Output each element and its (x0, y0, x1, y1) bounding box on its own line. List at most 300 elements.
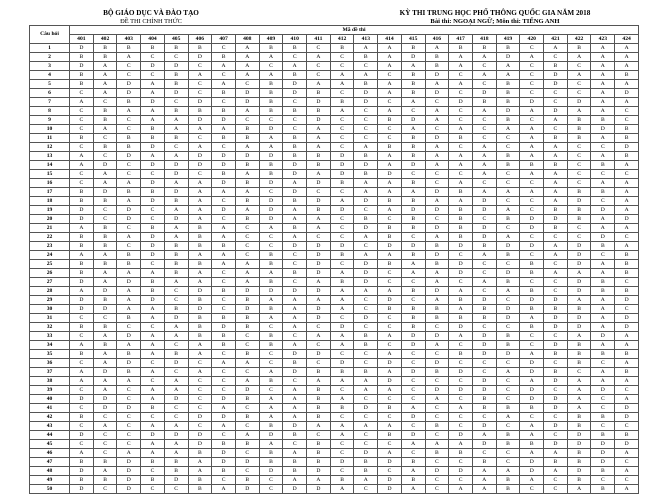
answer-cell: B (188, 242, 212, 251)
answer-cell: A (425, 107, 449, 116)
answer-cell: C (472, 413, 496, 422)
answer-cell: A (117, 296, 141, 305)
answer-cell: A (449, 332, 473, 341)
answer-cell: D (615, 314, 639, 323)
answer-cell: C (188, 80, 212, 89)
answer-cell: D (520, 359, 544, 368)
answer-cell: D (615, 413, 639, 422)
answer-cell: B (70, 476, 94, 485)
answer-cell: B (567, 341, 591, 350)
question-number: 24 (30, 251, 70, 260)
question-number: 11 (30, 134, 70, 143)
answer-cell: C (188, 359, 212, 368)
answer-cell: A (330, 287, 354, 296)
answer-cell: B (283, 44, 307, 53)
answer-cell: B (496, 161, 520, 170)
answer-cell: D (425, 332, 449, 341)
answer-cell: D (615, 404, 639, 413)
exam-code-header: 406 (188, 35, 212, 44)
question-number: 6 (30, 89, 70, 98)
answer-cell: A (70, 224, 94, 233)
answer-cell: A (544, 170, 568, 179)
answer-cell: A (354, 476, 378, 485)
answer-cell: C (449, 422, 473, 431)
answer-cell: C (141, 170, 165, 179)
answer-cell: A (188, 179, 212, 188)
answer-cell: C (567, 179, 591, 188)
answer-cell: A (283, 62, 307, 71)
answer-cell: D (259, 125, 283, 134)
answer-cell: C (544, 53, 568, 62)
answer-cell: A (591, 89, 615, 98)
answer-cell: A (425, 278, 449, 287)
answer-cell: A (141, 305, 165, 314)
answer-cell: A (164, 386, 188, 395)
answer-cell: B (544, 350, 568, 359)
answer-cell: B (449, 206, 473, 215)
answer-cell: C (164, 98, 188, 107)
answer-cell: B (496, 80, 520, 89)
answer-cell: A (615, 449, 639, 458)
answer-cell: B (70, 71, 94, 80)
answer-cell: D (188, 152, 212, 161)
answer-cell: A (425, 80, 449, 89)
answer-cell: C (235, 116, 259, 125)
answer-cell: A (212, 485, 236, 494)
answer-cell: B (496, 215, 520, 224)
answer-cell: C (93, 314, 117, 323)
answer-cell: A (141, 368, 165, 377)
answer-cell: B (259, 458, 283, 467)
answer-cell: A (93, 422, 117, 431)
table-row (30, 152, 639, 161)
answer-cell: D (330, 458, 354, 467)
answer-cell: C (354, 305, 378, 314)
answer-cell: B (401, 89, 425, 98)
answer-cell: B (283, 269, 307, 278)
answer-cell: D (544, 341, 568, 350)
answer-cell: B (496, 476, 520, 485)
answer-cell: C (117, 62, 141, 71)
answer-cell: B (591, 116, 615, 125)
answer-cell: D (141, 431, 165, 440)
answer-cell: B (164, 269, 188, 278)
exam-code-header: 413 (354, 35, 378, 44)
answer-cell: C (235, 242, 259, 251)
answer-cell: C (449, 251, 473, 260)
answer-cell: A (141, 341, 165, 350)
answer-cell: C (354, 440, 378, 449)
answer-cell: A (544, 467, 568, 476)
answer-cell: B (70, 80, 94, 89)
answer-cell: A (70, 161, 94, 170)
answer-cell: C (544, 260, 568, 269)
answer-cell: C (591, 197, 615, 206)
answer-cell: A (307, 377, 331, 386)
answer-cell: D (330, 206, 354, 215)
answer-cell: A (354, 251, 378, 260)
answer-cell: D (425, 224, 449, 233)
answer-cell: C (117, 161, 141, 170)
answer-cell: A (615, 53, 639, 62)
answer-cell: A (93, 350, 117, 359)
answer-cell: C (378, 125, 402, 134)
answer-cell: A (401, 98, 425, 107)
answer-cell: C (425, 476, 449, 485)
answer-cell: A (259, 143, 283, 152)
answer-cell: A (283, 323, 307, 332)
answer-cell: C (330, 449, 354, 458)
answer-cell: B (449, 215, 473, 224)
answer-cell: D (235, 386, 259, 395)
answer-cell: D (235, 458, 259, 467)
answer-cell: C (544, 233, 568, 242)
answer-cell: D (259, 152, 283, 161)
answer-cell: B (283, 359, 307, 368)
answer-cell: C (212, 98, 236, 107)
answer-cell: D (378, 476, 402, 485)
answer-cell: D (354, 404, 378, 413)
answer-cell: A (330, 296, 354, 305)
answer-cell: D (520, 296, 544, 305)
answer-cell: C (330, 260, 354, 269)
answer-cell: B (164, 71, 188, 80)
answer-cell: D (544, 323, 568, 332)
answer-cell: C (401, 233, 425, 242)
answer-cell: D (401, 116, 425, 125)
answer-cell: C (259, 188, 283, 197)
table-row (30, 107, 639, 116)
answer-cell: D (283, 80, 307, 89)
answer-cell: D (567, 314, 591, 323)
answer-cell: B (141, 458, 165, 467)
answer-cell: C (496, 197, 520, 206)
answer-cell: C (472, 116, 496, 125)
table-row (30, 116, 639, 125)
answer-cell: C (283, 260, 307, 269)
answer-cell: A (212, 359, 236, 368)
answer-cell: A (567, 485, 591, 494)
answer-cell: B (235, 476, 259, 485)
answer-cell: B (567, 215, 591, 224)
answer-cell: B (307, 395, 331, 404)
answer-cell: C (259, 323, 283, 332)
answer-cell: D (591, 332, 615, 341)
answer-cell: D (117, 332, 141, 341)
answer-cell: A (283, 215, 307, 224)
answer-cell: B (212, 89, 236, 98)
answer-cell: B (591, 278, 615, 287)
answer-cell: C (283, 53, 307, 62)
answer-cell: B (401, 287, 425, 296)
answer-cell: D (307, 350, 331, 359)
exam-title-block (360, 9, 630, 26)
answer-cell: A (354, 143, 378, 152)
answer-cell: C (259, 242, 283, 251)
answer-cell: C (93, 152, 117, 161)
table-row (30, 179, 639, 188)
answer-cell: A (283, 314, 307, 323)
answer-cell: D (307, 467, 331, 476)
answer-cell: A (330, 332, 354, 341)
answer-cell: A (259, 71, 283, 80)
answer-cell: C (188, 89, 212, 98)
exam-subject: Bài thi: NGOẠI NGỮ; Môn thi: TIẾNG ANH (430, 18, 560, 25)
answer-cell: C (425, 215, 449, 224)
answer-cell: C (520, 233, 544, 242)
answer-cell: C (259, 476, 283, 485)
answer-cell: A (235, 62, 259, 71)
official-exam-label: ĐỀ THI CHÍNH THỨC (120, 18, 182, 25)
answer-cell: C (401, 449, 425, 458)
answer-cell: B (378, 224, 402, 233)
answer-cell: C (307, 44, 331, 53)
answer-cell: C (354, 485, 378, 494)
answer-cell: D (117, 80, 141, 89)
table-row (30, 341, 639, 350)
answer-cell: C (141, 215, 165, 224)
answer-cell: B (591, 350, 615, 359)
answer-cell: B (615, 269, 639, 278)
answer-cell: C (425, 170, 449, 179)
answer-cell: A (283, 341, 307, 350)
question-number: 4 (30, 71, 70, 80)
answer-cell: D (259, 215, 283, 224)
answer-cell: A (378, 62, 402, 71)
answer-cell: B (259, 377, 283, 386)
answer-cell: A (567, 332, 591, 341)
answer-cell: B (354, 170, 378, 179)
answer-cell: C (164, 53, 188, 62)
answer-cell: B (425, 62, 449, 71)
answer-cell: A (591, 224, 615, 233)
answer-cell: A (401, 125, 425, 134)
answer-cell: B (544, 305, 568, 314)
answer-cell: D (401, 161, 425, 170)
answer-cell: A (164, 440, 188, 449)
answer-cell: C (141, 53, 165, 62)
answer-cell: D (164, 62, 188, 71)
answer-cell: B (212, 332, 236, 341)
answer-cell: B (472, 458, 496, 467)
exam-code-group-header: Mã đề thi (70, 26, 639, 35)
answer-cell: B (520, 440, 544, 449)
answer-cell: C (378, 395, 402, 404)
answer-cell: B (235, 314, 259, 323)
answer-cell: D (472, 440, 496, 449)
answer-cell: B (472, 395, 496, 404)
answer-cell: A (378, 386, 402, 395)
answer-cell: C (544, 476, 568, 485)
answer-cell: A (425, 296, 449, 305)
answer-cell: C (401, 395, 425, 404)
answer-cell: D (615, 89, 639, 98)
answer-cell: A (520, 143, 544, 152)
answer-cell: B (235, 350, 259, 359)
exam-code-header: 409 (259, 35, 283, 44)
answer-cell: C (259, 62, 283, 71)
answer-cell: B (567, 359, 591, 368)
answer-cell: B (544, 368, 568, 377)
answer-cell: A (188, 215, 212, 224)
table-row (30, 170, 639, 179)
answer-cell: B (141, 278, 165, 287)
answer-cell: D (378, 170, 402, 179)
answer-cell: A (307, 53, 331, 62)
answer-cell: C (70, 179, 94, 188)
question-number: 19 (30, 206, 70, 215)
answer-cell: C (141, 467, 165, 476)
answer-cell: C (472, 323, 496, 332)
answer-cell: D (330, 323, 354, 332)
answer-cell: B (354, 53, 378, 62)
answer-cell: C (378, 278, 402, 287)
answer-cell: D (188, 53, 212, 62)
answer-cell: D (188, 98, 212, 107)
answer-cell: A (307, 143, 331, 152)
answer-cell: D (615, 440, 639, 449)
answer-cell: D (354, 278, 378, 287)
answer-cell: C (93, 206, 117, 215)
answer-cell: A (378, 332, 402, 341)
answer-cell: D (307, 242, 331, 251)
answer-cell: A (567, 395, 591, 404)
table-row (30, 269, 639, 278)
answer-cell: D (164, 431, 188, 440)
answer-cell: C (330, 413, 354, 422)
question-number: 48 (30, 467, 70, 476)
answer-cell: B (307, 89, 331, 98)
answer-cell: B (591, 188, 615, 197)
question-number: 29 (30, 296, 70, 305)
answer-cell: C (93, 413, 117, 422)
answer-cell: B (283, 134, 307, 143)
answer-cell: D (520, 242, 544, 251)
answer-cell: B (307, 404, 331, 413)
table-row (30, 260, 639, 269)
exam-code-header: 421 (544, 35, 568, 44)
answer-cell: A (164, 323, 188, 332)
answer-cell: C (164, 413, 188, 422)
answer-cell: D (449, 386, 473, 395)
answer-cell: B (307, 152, 331, 161)
answer-cell: B (283, 458, 307, 467)
answer-cell: D (93, 404, 117, 413)
answer-cell: B (212, 170, 236, 179)
answer-cell: D (283, 368, 307, 377)
exam-code-header: 418 (472, 35, 496, 44)
answer-cell: D (307, 269, 331, 278)
answer-cell: A (259, 404, 283, 413)
answer-cell: D (401, 413, 425, 422)
answer-cell: B (93, 233, 117, 242)
answer-cell: C (544, 98, 568, 107)
answer-cell: A (354, 188, 378, 197)
answer-cell: A (235, 269, 259, 278)
answer-cell: D (567, 467, 591, 476)
answer-cell: C (283, 332, 307, 341)
answer-cell: B (401, 458, 425, 467)
answer-cell: D (425, 359, 449, 368)
answer-cell: A (591, 107, 615, 116)
answer-cell: D (567, 287, 591, 296)
answer-cell: A (283, 404, 307, 413)
answer-cell: A (117, 197, 141, 206)
answer-cell: A (544, 197, 568, 206)
answer-cell: D (425, 287, 449, 296)
answer-cell: D (472, 350, 496, 359)
answer-cell: A (615, 44, 639, 53)
answer-cell: A (117, 449, 141, 458)
answer-cell: D (117, 476, 141, 485)
answer-cell: A (283, 296, 307, 305)
answer-cell: A (615, 224, 639, 233)
question-number: 26 (30, 269, 70, 278)
answer-cell: A (283, 179, 307, 188)
answer-cell: B (188, 332, 212, 341)
answer-cell: B (378, 233, 402, 242)
answer-cell: C (117, 386, 141, 395)
question-number: 34 (30, 341, 70, 350)
question-number: 25 (30, 260, 70, 269)
answer-cell: D (401, 341, 425, 350)
answer-cell: C (378, 341, 402, 350)
answer-cell: D (70, 206, 94, 215)
answer-cell: A (496, 188, 520, 197)
answer-cell: B (401, 80, 425, 89)
answer-cell: B (188, 233, 212, 242)
table-row (30, 350, 639, 359)
answer-cell: B (496, 404, 520, 413)
answer-cell: A (283, 305, 307, 314)
answer-cell: A (544, 251, 568, 260)
answer-cell: D (70, 431, 94, 440)
question-number: 2 (30, 53, 70, 62)
answer-cell: C (378, 71, 402, 80)
answer-cell: D (330, 359, 354, 368)
answer-cell: D (235, 305, 259, 314)
answer-cell: C (591, 170, 615, 179)
answer-cell: A (70, 368, 94, 377)
answer-cell: C (70, 332, 94, 341)
answer-cell: A (235, 53, 259, 62)
answer-cell: A (591, 98, 615, 107)
answer-cell: A (591, 152, 615, 161)
answer-cell: B (567, 350, 591, 359)
answer-cell: A (93, 278, 117, 287)
answer-cell: D (425, 134, 449, 143)
answer-cell: C (307, 233, 331, 242)
answer-cell: C (378, 467, 402, 476)
answer-cell: B (93, 116, 117, 125)
answer-cell: C (449, 413, 473, 422)
question-number: 42 (30, 413, 70, 422)
answer-cell: A (425, 197, 449, 206)
answer-cell: A (591, 71, 615, 80)
answer-cell: C (496, 260, 520, 269)
answer-cell: C (188, 377, 212, 386)
answer-cell: B (615, 134, 639, 143)
answer-cell: C (567, 233, 591, 242)
answer-cell: A (591, 53, 615, 62)
answer-cell: B (212, 107, 236, 116)
answer-cell: A (235, 44, 259, 53)
exam-code-header: 401 (70, 35, 94, 44)
answer-cell: C (212, 269, 236, 278)
answer-cell: B (117, 368, 141, 377)
answer-cell: A (378, 368, 402, 377)
question-number: 17 (30, 188, 70, 197)
